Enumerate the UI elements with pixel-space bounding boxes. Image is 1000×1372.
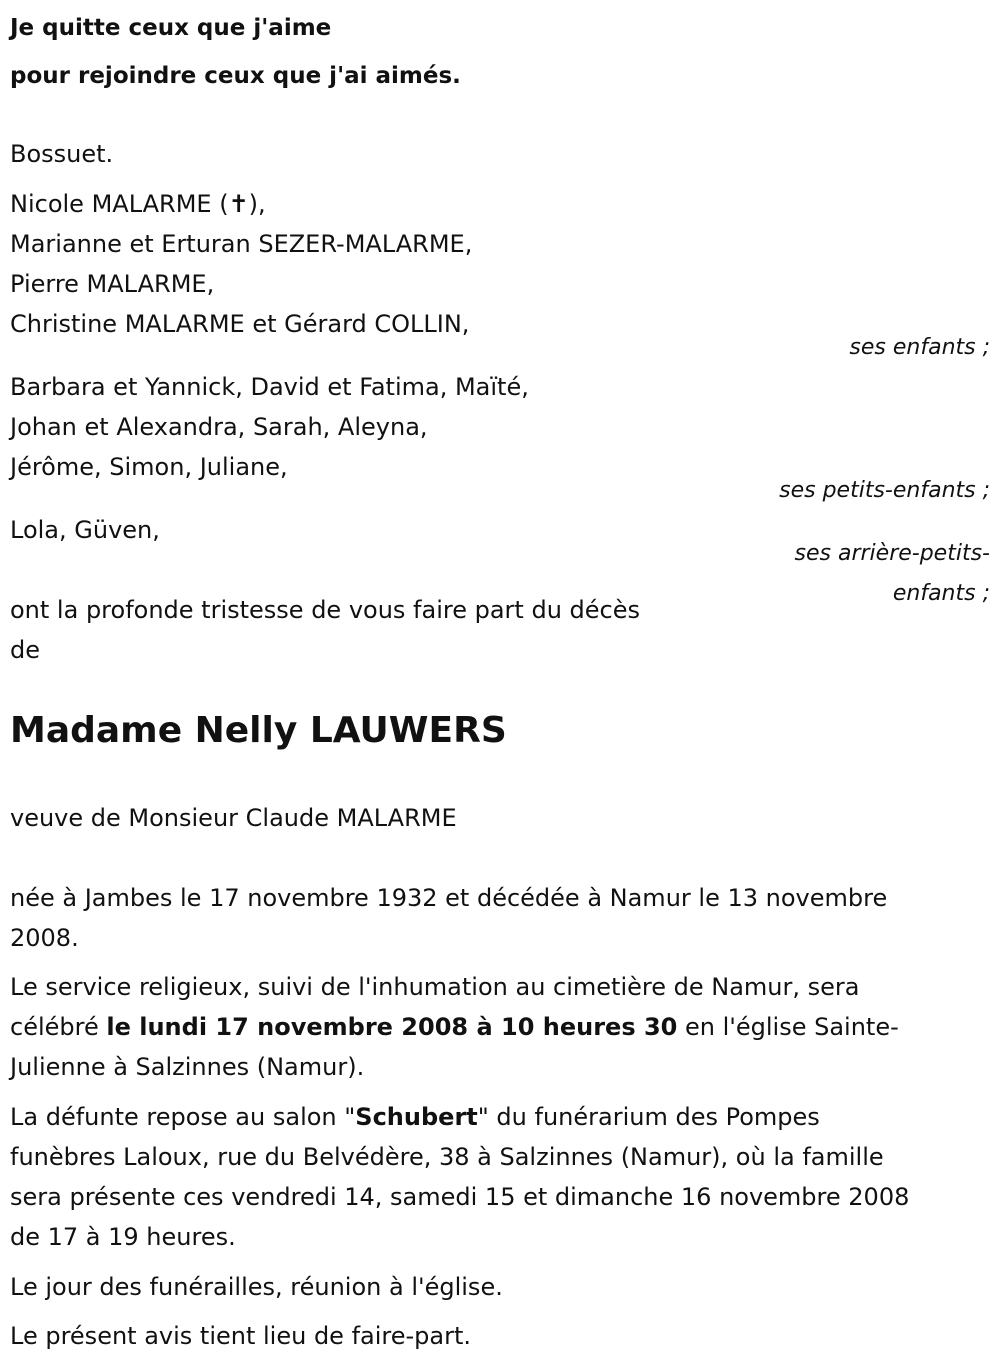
service-info [10, 967, 899, 1087]
great-grandchildren-role-line-1: ses arrière-petits- [794, 541, 990, 566]
great-grandchildren-list [10, 510, 160, 550]
grandchildren-role-label: ses petits-enfants ; [779, 478, 990, 503]
children-list [10, 184, 472, 344]
service-datetime: le lundi 17 novembre 2008 à 10 heures 30 [106, 1013, 678, 1041]
service-line-2-pre: célébré [10, 1013, 107, 1041]
birth-death-line-2: 2008. [10, 924, 79, 952]
children-role-label: ses enfants ; [849, 335, 990, 360]
salon-name: Schubert [355, 1103, 478, 1131]
birth-death-line-1: née à Jambes le 17 novembre 1932 et décédée à Namur le 13 novembre [10, 884, 888, 912]
grandchild-line: Barbara et Yannick, David et Fatima, Maïté, [10, 373, 529, 401]
viewing-line-1-pre: La défunte repose au salon " [10, 1103, 356, 1131]
grandchild-line: Johan et Alexandra, Sarah, Aleyna, [10, 413, 428, 441]
viewing-info [10, 1097, 909, 1257]
widow-of: veuve de Monsieur Claude MALARME [10, 804, 457, 832]
epigraph-line-1: Je quitte ceux que j'aime [10, 15, 332, 41]
service-line-2 [10, 1007, 899, 1047]
great-grandchildren-role-label [795, 534, 990, 614]
child-line: Christine MALARME et Gérard COLLIN, [10, 310, 470, 338]
obituary-notice [10, 0, 990, 1372]
deceased-name: Madame Nelly LAUWERS [10, 710, 507, 751]
announcement-line-2: de [10, 636, 40, 664]
epigraph-attribution: Bossuet. [10, 140, 114, 168]
epigraph-line-2: pour rejoindre ceux que j'ai aimés. [10, 63, 461, 89]
child-line: Nicole MALARME (✝), [10, 190, 266, 218]
great-grandchildren-role-line-2: enfants ; [892, 581, 990, 606]
child-line: Marianne et Erturan SEZER-MALARME, [10, 230, 473, 258]
grandchildren-list [10, 367, 529, 487]
service-line-2-post: en l'église Sainte- [677, 1013, 899, 1041]
notice-text: Le présent avis tient lieu de faire-part. [10, 1322, 472, 1350]
birth-death-info [10, 878, 887, 958]
viewing-line-4: de 17 à 19 heures. [10, 1223, 236, 1251]
funeral-day-info: Le jour des funérailles, réunion à l'église. [10, 1273, 503, 1301]
announcement [10, 590, 640, 670]
great-grandchild-line: Lola, Güven, [10, 516, 160, 544]
service-line-1: Le service religieux, suivi de l'inhumation au cimetière de Namur, sera [10, 973, 860, 1001]
viewing-line-1 [10, 1097, 909, 1137]
grandchild-line: Jérôme, Simon, Juliane, [10, 453, 288, 481]
viewing-line-1-post: " du funérarium des Pompes [477, 1103, 820, 1131]
service-line-3: Julienne à Salzinnes (Namur). [10, 1053, 365, 1081]
announcement-line-1: ont la profonde tristesse de vous faire part du décès [10, 596, 640, 624]
epigraph [10, 4, 461, 100]
viewing-line-3: sera présente ces vendredi 14, samedi 15 et dimanche 16 novembre 2008 [10, 1183, 910, 1211]
viewing-line-2: funèbres Laloux, rue du Belvédère, 38 à Salzinnes (Namur), où la famille [10, 1143, 884, 1171]
child-line: Pierre MALARME, [10, 270, 215, 298]
